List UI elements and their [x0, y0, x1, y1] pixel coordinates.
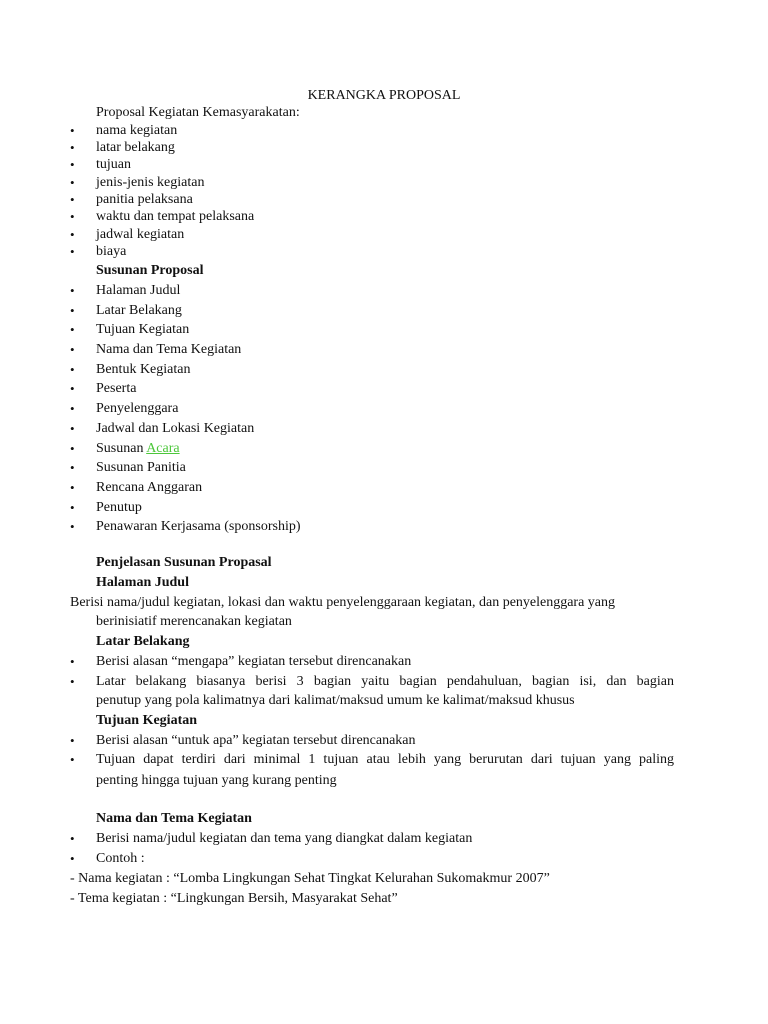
bullet-icon: • — [70, 362, 75, 377]
bullet-icon: • — [70, 381, 75, 396]
susunan-acara-prefix: Susunan — [96, 441, 147, 456]
bullet-icon: • — [70, 733, 75, 748]
latar-bullet-2-line2: penutup yang pola kalimatnya dari kalimat/maksud umum ke kalimat/maksud khusus — [96, 693, 575, 708]
bullet-icon: • — [70, 322, 75, 337]
bullet-icon: • — [70, 342, 75, 357]
bullet-icon: • — [70, 752, 75, 767]
bullet-icon: • — [70, 140, 75, 155]
bullet-icon: • — [70, 192, 75, 207]
bullet-icon: • — [70, 175, 75, 190]
list-item: waktu dan tempat pelaksana — [96, 209, 255, 224]
list-item: Nama dan Tema Kegiatan — [96, 342, 242, 357]
nama-bullet-2: Contoh : — [96, 851, 145, 866]
bullet-icon: • — [70, 421, 75, 436]
latar-bullet-2-line1: Latar belakang biasanya berisi 3 bagian yaitu bagian pendahuluan, bagian isi, dan bagian — [96, 674, 674, 689]
nama-bullet-1: Berisi nama/judul kegiatan dan tema yang diangkat dalam kegiatan — [96, 831, 473, 846]
bullet-icon: • — [70, 303, 75, 318]
bullet-icon: • — [70, 244, 75, 259]
list-item: Bentuk Kegiatan — [96, 362, 191, 377]
bullet-icon: • — [70, 209, 75, 224]
list-item-susunan-acara — [96, 440, 180, 458]
halaman-heading: Halaman Judul — [96, 575, 189, 590]
bullet-icon: • — [70, 441, 75, 456]
bullet-icon: • — [70, 674, 75, 689]
list-item: nama kegiatan — [96, 123, 178, 138]
contoh-line-2: - Tema kegiatan : “Lingkungan Bersih, Masyarakat Sehat” — [70, 891, 398, 906]
halaman-text-line1: Berisi nama/judul kegiatan, lokasi dan waktu penyelenggaraan kegiatan, dan penyelenggara yang — [70, 595, 616, 610]
list-item: panitia pelaksana — [96, 192, 193, 207]
bullet-icon: • — [70, 480, 75, 495]
tujuan-bullet-1: Berisi alasan “untuk apa” kegiatan tersebut direncanakan — [96, 733, 416, 748]
nama-heading: Nama dan Tema Kegiatan — [96, 811, 252, 826]
bullet-icon: • — [70, 401, 75, 416]
list-item: Tujuan Kegiatan — [96, 322, 190, 337]
latar-bullet-1: Berisi alasan “mengapa” kegiatan tersebut direncanakan — [96, 654, 412, 669]
bullet-icon: • — [70, 851, 75, 866]
list-item: Halaman Judul — [96, 283, 181, 298]
bullet-icon: • — [70, 654, 75, 669]
tujuan-bullet-2-line1: Tujuan dapat terdiri dari minimal 1 tujuan atau lebih yang berurutan dari tujuan yang paling — [96, 752, 674, 767]
bullet-icon: • — [70, 500, 75, 515]
acara-link[interactable]: Acara — [146, 441, 180, 456]
list-item: Jadwal dan Lokasi Kegiatan — [96, 421, 255, 436]
list-item: jenis-jenis kegiatan — [96, 175, 205, 190]
tujuan-heading: Tujuan Kegiatan — [96, 713, 198, 728]
bullet-icon: • — [70, 283, 75, 298]
bullet-icon: • — [70, 123, 75, 138]
list-item: Penyelenggara — [96, 401, 179, 416]
list-item: Peserta — [96, 381, 137, 396]
halaman-text-line2: berinisiatif merencanakan kegiatan — [96, 614, 292, 629]
list-item: biaya — [96, 244, 127, 259]
document-title: KERANGKA PROPOSAL — [307, 88, 461, 103]
list-item: Penawaran Kerjasama (sponsorship) — [96, 519, 301, 534]
list-item: tujuan — [96, 157, 131, 172]
bullet-icon: • — [70, 157, 75, 172]
bullet-icon: • — [70, 227, 75, 242]
latar-heading: Latar Belakang — [96, 634, 190, 649]
bullet-icon: • — [70, 831, 75, 846]
list-item: Rencana Anggaran — [96, 480, 203, 495]
list-item: latar belakang — [96, 140, 175, 155]
list-item: Penutup — [96, 500, 142, 515]
list-item: Susunan Panitia — [96, 460, 186, 475]
susunan-heading: Susunan Proposal — [96, 263, 204, 278]
tujuan-bullet-2-line2: penting hingga tujuan yang kurang penting — [96, 773, 337, 788]
list-item: jadwal kegiatan — [96, 227, 185, 242]
list-item: Latar Belakang — [96, 303, 182, 318]
contoh-line-1: - Nama kegiatan : “Lomba Lingkungan Sehat Tingkat Kelurahan Sukomakmur 2007” — [70, 871, 550, 886]
intro-text: Proposal Kegiatan Kemasyarakatan: — [96, 105, 300, 120]
bullet-icon: • — [70, 519, 75, 534]
penjelasan-heading: Penjelasan Susunan Propasal — [96, 555, 272, 570]
bullet-icon: • — [70, 460, 75, 475]
